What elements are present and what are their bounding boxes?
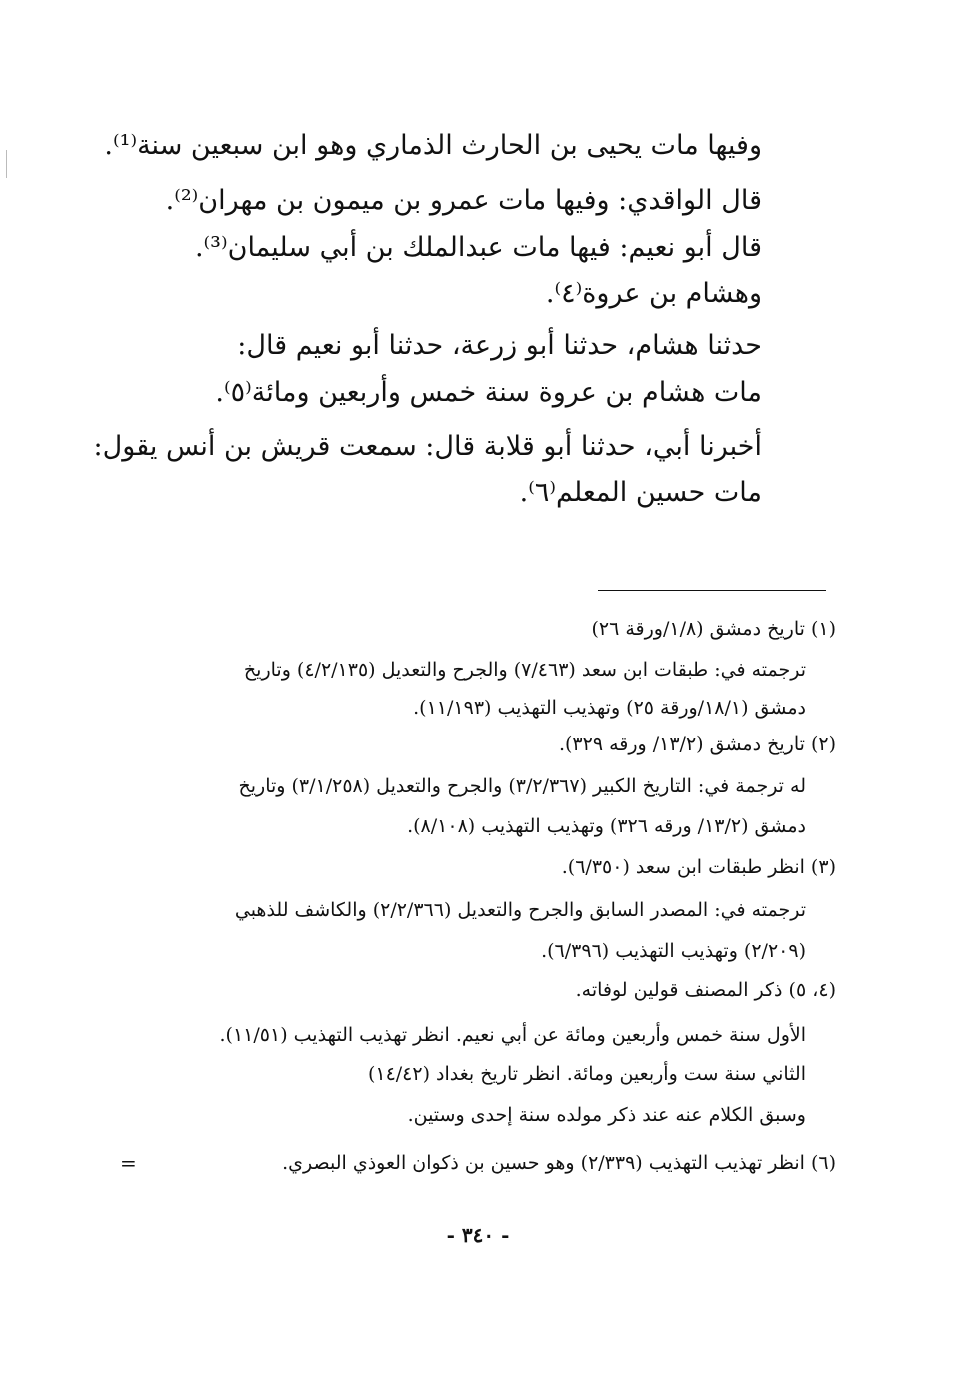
footnote-line: (٣) انظر طبقات ابن سعد (٦/٣٥٠).	[561, 856, 836, 878]
main-text-line: قال أبو نعيم: فيها مات عبدالملك بن أبي سليمان⁽³⁾.	[194, 232, 762, 263]
main-text-line: أخبرنا أبي، حدثنا أبو قلابة قال: سمعت قريش بن أنس يقول:	[93, 431, 762, 462]
page-number: - ٣٤٠ -	[446, 1223, 510, 1247]
footnote-line: الأول سنة خمس وأربعين ومائة عن أبي نعيم. انظر تهذيب التهذيب (١١/٥١).	[219, 1024, 806, 1046]
footnote-line: (١) تاريخ دمشق (١/٨/ورقة ٢٦)	[591, 618, 836, 640]
main-text-line: قال الواقدي: وفيها مات عمرو بن ميمون بن مهران⁽²⁾.	[165, 185, 762, 216]
footnote-line: وسبق الكلام عنه عند ذكر مولده سنة إحدى وستين.	[407, 1104, 806, 1126]
main-text-line: مات هشام بن عروة سنة خمس وأربعين ومائة⁽٥⁾.	[215, 377, 762, 408]
main-text-line: وفيها مات يحيى بن الحارث الذماري وهو ابن سبعين سنة⁽¹⁾.	[104, 130, 762, 161]
footnote-line: له ترجمة في: التاريخ الكبير (٣/٢/٣٦٧) والجرح والتعديل (٣/١/٢٥٨) وتاريخ	[238, 775, 806, 797]
footnote-line: ترجمته في: المصدر السابق والجرح والتعديل (٢/٢/٣٦٦) والكاشف للذهبي	[234, 899, 806, 921]
main-text-line: وهشام بن عروة⁽٤⁾.	[545, 278, 762, 309]
footnote-line: ترجمته في: طبقات ابن سعد (٧/٤٦٣) والجرح والتعديل (٤/٢/١٣٥) وتاريخ	[243, 659, 806, 681]
footnote-line: دمشق (١٣/٢/ ورقه ٣٢٦) وتهذيب التهذيب (٨/١٠٨).	[407, 815, 806, 837]
footnote-line: دمشق (١٨/١/ورقة ٢٥) وتهذيب التهذيب (١١/١٩٣).	[413, 697, 806, 719]
footnote-line: (٤، ٥) ذكر المصنف قولين لوفاته.	[575, 979, 836, 1001]
footnote-line: (٢/٢٠٩) وتهذيب التهذيب (٦/٣٩٦).	[541, 940, 806, 962]
footnote-line: الثاني سنة ست وأربعين ومائة. انظر تاريخ بغداد (١٤/٤٢)	[367, 1063, 806, 1085]
footnote-line: (٦) انظر تهذيب التهذيب (٢/٣٣٩) وهو حسين بن ذكوان العوذي البصري.	[282, 1152, 836, 1174]
footnote-line: (٢) تاريخ دمشق (١٣/٢/ ورقه ٣٢٩).	[558, 733, 836, 755]
continuation-mark: =	[120, 1151, 137, 1175]
main-text-line: مات حسين المعلم⁽٦⁾.	[519, 477, 762, 508]
margin-mark	[6, 150, 7, 178]
footnote-separator	[598, 590, 826, 591]
main-text-line: حدثنا هشام، حدثنا أبو زرعة، حدثنا أبو نعيم قال:	[237, 330, 762, 361]
